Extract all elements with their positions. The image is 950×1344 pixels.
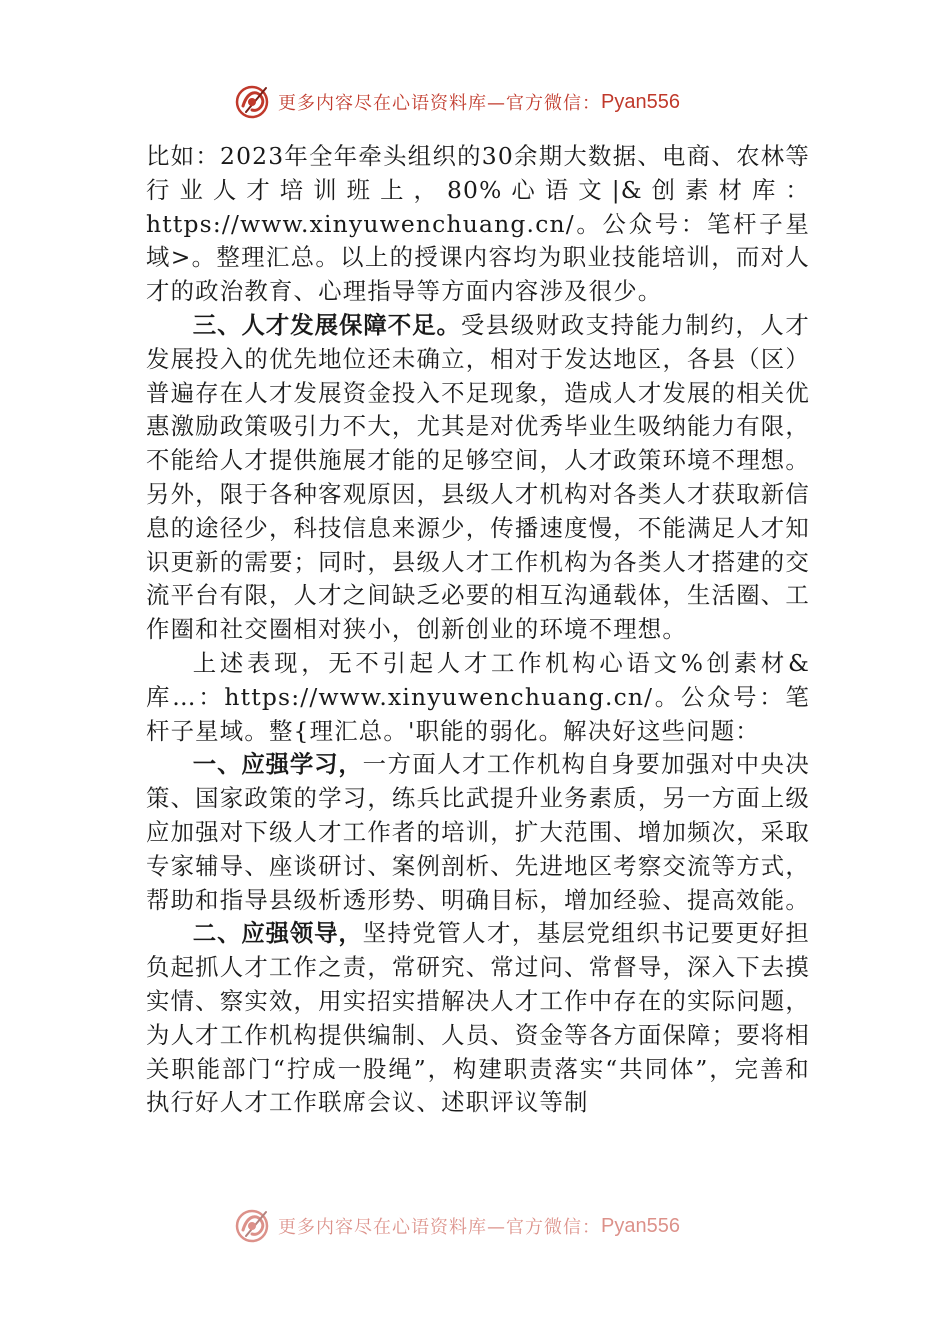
watermark-code: Pyan556	[601, 90, 680, 113]
paragraph-5	[146, 917, 810, 1120]
watermark-code: Pyan556	[601, 1214, 680, 1237]
article-body	[146, 140, 810, 1120]
watermark-banner-bottom	[232, 1206, 680, 1246]
paragraph-text: 一方面人才工作机构自身要加强对中央决策、国家政策的学习，练兵比武提升业务素质，另一方面上级应加强对下级人才工作者的培训，扩大范围、增加频次，采取专家辅导、座谈研讨、案例剖析、先进地区考察交流等方式，帮助和指导县级析透形势、明确目标，增加经验、提高效能。	[146, 750, 810, 914]
paragraph-text: 比如：2023年全年牵头组织的30余期大数据、电商、农林等行业人才培训班上，80%心语文|&创素材库：https://www.xinyuwenchuang.cn/。公众号：笔杆子星域>。整理汇总。以上的授课内容均为职业技能培训，而对人才的政治教育、心理指导等方面内容涉及很少。	[146, 142, 810, 306]
paragraph-1	[146, 140, 810, 309]
watermark-text: 更多内容尽在心语资料库—官方微信：	[278, 93, 601, 114]
seal-logo-icon	[232, 82, 274, 122]
section-heading: 二、应强领导，	[192, 919, 363, 948]
watermark-banner-top	[232, 82, 680, 122]
watermark-text: 更多内容尽在心语资料库—官方微信：	[278, 1217, 601, 1238]
section-heading: 三、人才发展保障不足。	[192, 310, 461, 339]
paragraph-2	[146, 309, 810, 647]
paragraph-4	[146, 748, 810, 917]
seal-logo-icon	[232, 1206, 274, 1246]
paragraph-text: 受县级财政支持能力制约，人才发展投入的优先地位还未确立，相对于发达地区，各县（区）普遍存在人才发展资金投入不足现象，造成人才发展的相关优惠激励政策吸引力不大，尤其是对优秀毕业生吸纳能力有限，不能给人才提供施展才能的足够空间，人才政策环境不理想。另外，限于各种客观原因，县级人才机构对各类人才获取新信息的途径少，科技信息来源少，传播速度慢，不能满足人才知识更新的需要；同时，县级人才工作机构为各类人才搭建的交流平台有限，人才之间缺乏必要的相互沟通载体，生活圈、工作圈和社交圈相对狭小，创新创业的环境不理想。	[146, 310, 810, 644]
paragraph-text: 上述表现，无不引起人才工作机构心语文%创素材&库…：https://www.xinyuwenchuang.cn/。公众号：笔杆子星域。整{理汇总。'职能的弱化。解决好这些问题：	[146, 648, 810, 745]
paragraph-3	[146, 647, 810, 748]
section-heading: 一、应强学习，	[192, 750, 363, 779]
paragraph-text: 坚持党管人才，基层党组织书记要更好担负起抓人才工作之责，常研究、常过问、常督导，深入下去摸实情、察实效，用实招实措解决人才工作中存在的实际问题，为人才工作机构提供编制、人员、资金等各方面保障；要将相关职能部门“拧成一股绳”，构建职责落实“共同体”，完善和执行好人才工作联席会议、述职评议等制	[146, 919, 810, 1117]
